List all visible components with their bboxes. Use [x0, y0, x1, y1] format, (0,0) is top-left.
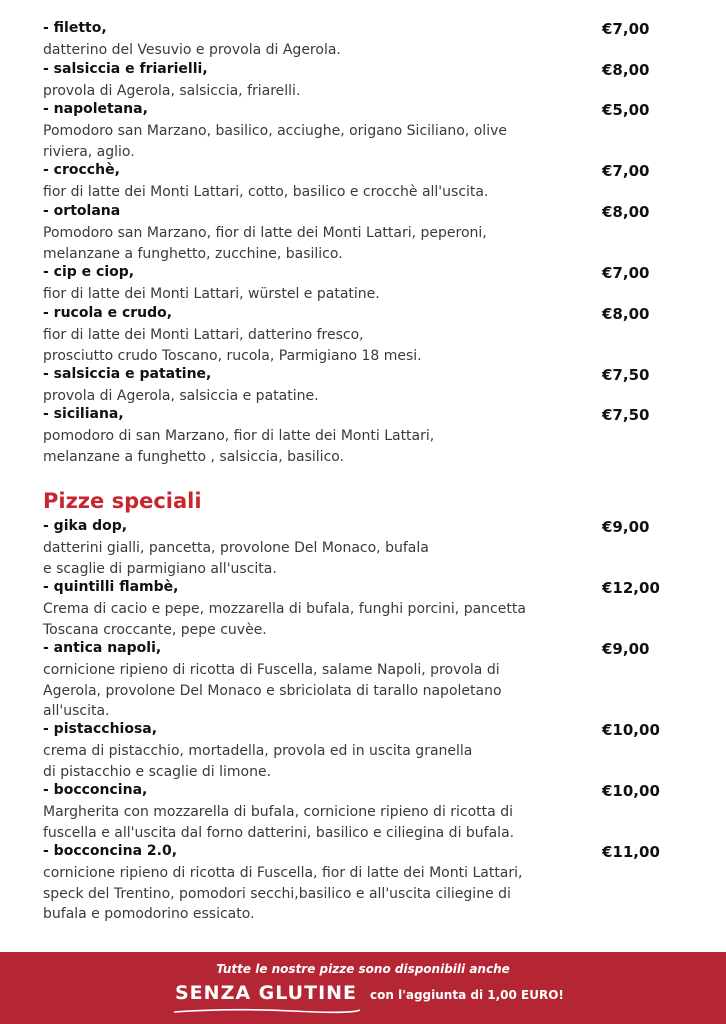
item-description: [43, 741, 593, 782]
item-description: [43, 660, 593, 722]
item-price: €7,00: [602, 20, 650, 38]
description-line: cornicione ripieno di ricotta di Fuscella, salame Napoli, provola di: [43, 662, 500, 678]
item-name: - salsiccia e friarielli,: [43, 61, 208, 77]
item-description: [43, 81, 593, 102]
item-name: - gika dop,: [43, 518, 128, 534]
banner-surcharge-note: con l'aggiunta di 1,00 EURO!: [370, 988, 564, 1002]
description-line: fior di latte dei Monti Lattari, datterino fresco,: [43, 327, 364, 343]
description-line: melanzane a funghetto , salsiccia, basilico.: [43, 448, 345, 465]
item-price: €12,00: [602, 579, 660, 597]
item-price: €8,00: [602, 305, 650, 323]
description-line: Margherita con mozzarella di bufala, cornicione ripieno di ricotta di: [43, 804, 513, 820]
gluten-free-banner: [0, 952, 726, 1024]
description-line: bufala e pomodorino essicato.: [43, 906, 255, 922]
item-name: - rucola e crudo,: [43, 305, 173, 321]
item-name: - siciliana,: [43, 406, 124, 422]
item-price: €7,50: [602, 366, 650, 384]
item-price: €5,00: [602, 101, 650, 119]
item-description: [43, 386, 593, 407]
description-line: e scaglie di parmigiano all'uscita.: [43, 560, 277, 577]
description-line: Pomodoro san Marzano, fior di latte dei Monti Lattari, peperoni,: [43, 225, 487, 241]
item-price: €10,00: [602, 721, 660, 739]
description-line: fior di latte dei Monti Lattari, cotto, basilico e crocchè all'uscita.: [43, 184, 489, 200]
item-description: [43, 40, 593, 61]
item-description: [43, 182, 593, 203]
item-price: €10,00: [602, 782, 660, 800]
description-line: Pomodoro san Marzano, basilico, acciughe, origano Siciliano, olive: [43, 123, 507, 139]
item-price: €7,00: [602, 264, 650, 282]
description-line: crema di pistacchio, mortadella, provola ed in uscita granella: [43, 743, 473, 759]
description-line: melanzane a funghetto, zucchine, basilico.: [43, 245, 343, 262]
description-line: provola di Agerola, salsiccia, friarelli.: [43, 83, 301, 99]
item-name: - salsiccia e patatine,: [43, 366, 212, 382]
description-line: pomodoro di san Marzano, fior di latte dei Monti Lattari,: [43, 428, 435, 444]
banner-gluten-free-label: SENZA GLUTINE: [175, 982, 358, 1004]
description-line: riviera, aglio.: [43, 143, 135, 160]
item-name: - antica napoli,: [43, 640, 162, 656]
description-line: datterino del Vesuvio e provola di Agerola.: [43, 42, 341, 58]
item-price: €9,00: [602, 640, 650, 658]
description-line: prosciutto crudo Toscano, rucola, Parmigiano 18 mesi.: [43, 347, 422, 364]
description-line: Agerola, provolone Del Monaco e sbriciolata di tarallo napoletano: [43, 682, 502, 699]
item-name: - crocchè,: [43, 162, 120, 178]
item-price: €7,00: [602, 162, 650, 180]
swash-underline-icon: [172, 1007, 362, 1015]
description-line: Toscana croccante, pepe cuvèe.: [43, 621, 267, 638]
description-line: fuscella e all'uscita dal forno datterini, basilico e ciliegina di bufala.: [43, 824, 515, 841]
item-price: €7,50: [602, 406, 650, 424]
item-name: - cip e ciop,: [43, 264, 135, 280]
item-name: - bocconcina,: [43, 782, 148, 798]
item-description: [43, 426, 593, 467]
description-line: provola di Agerola, salsiccia e patatine.: [43, 388, 319, 404]
item-price: €9,00: [602, 518, 650, 536]
item-description: [43, 599, 593, 640]
item-name: - quintilli flambè,: [43, 579, 179, 595]
description-line: datterini gialli, pancetta, provolone Del Monaco, bufala: [43, 540, 429, 556]
item-description: [43, 121, 593, 162]
description-line: Crema di cacio e pepe, mozzarella di bufala, funghi porcini, pancetta: [43, 601, 526, 617]
item-name: - filetto,: [43, 20, 107, 36]
item-description: [43, 325, 593, 366]
item-price: €8,00: [602, 203, 650, 221]
item-name: - pistacchiosa,: [43, 721, 158, 737]
item-name: - ortolana: [43, 203, 121, 219]
item-description: [43, 223, 593, 264]
section-title-pizze-speciali: Pizze speciali: [43, 489, 202, 513]
item-name: - bocconcina 2.0,: [43, 843, 178, 859]
item-description: [43, 284, 593, 305]
description-line: cornicione ripieno di ricotta di Fuscella, fior di latte dei Monti Lattari,: [43, 865, 523, 881]
item-description: [43, 802, 593, 843]
description-line: speck del Trentino, pomodori secchi,basilico e all'uscita ciliegine di: [43, 885, 511, 902]
item-name: - napoletana,: [43, 101, 148, 117]
item-description: [43, 863, 593, 925]
banner-text-line: Tutte le nostre pizze sono disponibili anche: [216, 962, 510, 976]
item-price: €11,00: [602, 843, 660, 861]
item-price: €8,00: [602, 61, 650, 79]
description-line: di pistacchio e scaglie di limone.: [43, 763, 272, 780]
description-line: fior di latte dei Monti Lattari, würstel e patatine.: [43, 286, 380, 302]
description-line: all'uscita.: [43, 703, 110, 719]
item-description: [43, 538, 593, 579]
